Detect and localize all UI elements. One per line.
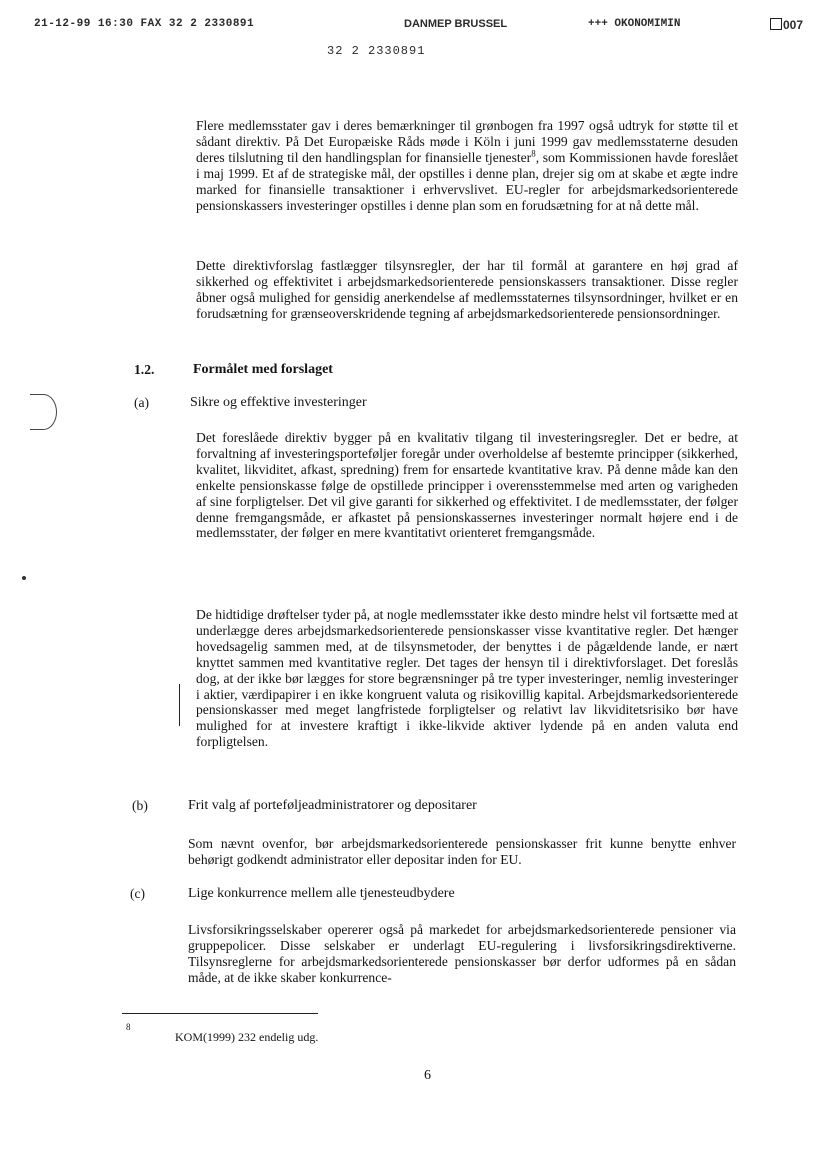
section-title: Formålet med forslaget [193,362,333,377]
item-b-label: (b) [132,798,148,813]
fax-page-counter [770,18,803,32]
margin-scan-mark [30,394,57,430]
footnote-text: KOM(1999) 232 endelig udg. [175,1030,319,1044]
paragraph-4: De hidtidige drøftelser tyder på, at nogle medlemsstater ikke desto mindre helst vil fortsætte med at underlægge deres arbejdsmarkedsorienterede pensionskasser visse kvantitative regler. Det hænger hovedsagelig sammen med, at de tilsynsmetoder, der benyttes i de pågældende lande, er nært knyttet sammen med kvantitative regler. Det tages der hensyn til i direktivforslaget. Det foreslås dog, at der ikke bør lægges for store begrænsninger på tre typer investeringer, nemlig investeringer i aktier, værdipapirer i en ikke kongruent valuta og risikovillig kapital. Arbejdsmarkedsorienterede pensionskasser med meget langfristede forpligtelser og relativt lav likviditetsrisiko bør have mulighed for at investere kraftigt i ikke-likvide aktiver lydende på en anden valuta end forpligtelsen. [196,607,738,750]
paragraph-1-rest: , som Kommissionen havde foreslået i maj 1999. Et af de strategiske mål, der opstilles i denne plan, drejer sig om at skabe et ægte indre marked for finansielle transaktioner i erhvervslivet. EU-regler for arbejdsmarkedsorienterede pensionskassers investeringer opstilles i denne plan som en forudsætning for at nå dette mål. [196,149,738,213]
fax-page-counter-value: 007 [783,18,804,32]
item-b-title: Frit valg af porteføljeadministratorer og depositarer [188,798,477,813]
paragraph-5: Som nævnt ovenfor, bør arbejdsmarkedsorienterede pensionskasser frit kunne benytte enhver behørigt godkendt administrator eller depositar inden for EU. [188,836,736,867]
item-a-title: Sikre og effektive investeringer [190,395,367,410]
item-c-title: Lige konkurrence mellem alle tjenesteudbydere [188,886,455,901]
fax-sender-number: 32 2 2330891 [327,44,426,58]
page-number: 6 [424,1068,431,1083]
footnote-divider [122,1013,318,1014]
item-a-label: (a) [134,395,150,410]
paragraph-1 [196,118,738,213]
fax-header [0,14,827,36]
paragraph-2: Dette direktivforslag fastlægger tilsynsregler, der har til formål at garantere en høj grad af sikkerhed og effektivitet i arbejdsmarkedsorienterede pensionskassers transaktioner. Disse regler åbner også mulighed for gensidig anerkendelse af medlemsstaternes tilsynsordninger, hvilket er en forudsætning for grænseoverskridende tegning af arbejdsmarkedsorienterede pensionsordninger. [196,258,738,321]
footnote-reference[interactable]: 8 [531,148,536,159]
margin-scan-dot [22,576,26,580]
section-number: 1.2. [134,362,155,377]
item-c-label: (c) [130,886,146,901]
paragraph-1-text: Flere medlemsstater gav i deres bemærkninger til grønbogen fra 1997 også udtryk for støtte til et sådant direktiv. På Det Europæiske Råds møde i Köln i juni 1999 gav medlemsstaterne desuden deres tilslutning til den handlingsplan for finansielle tjenester [196,118,738,165]
footnote-mark: 8 [126,1022,131,1032]
margin-change-bar [179,684,186,726]
paragraph-6: Livsforsikringsselskaber opererer også på markedet for arbejdsmarkedsorienterede pensioner via gruppepolicer. Disse selskaber er underlagt EU-regulering i livsforsikringsdirektiverne. Tilsynsreglerne for arbejdsmarkedsorienterede pensionskasser bør derfor udformes på en sådan måde, at de ikke skaber konkurrence- [188,922,736,985]
fax-header-right: +++ OKONOMIMIN [588,18,681,30]
paragraph-3: Det foreslåede direktiv bygger på en kvalitativ tilgang til investeringsregler. Det er bedre, at forvaltning af investeringsporteføljer foregår under overholdelse af bestemte principper (sikkerhed, kvalitet, likviditet, afkast, spredning) frem for ensartede kvantitative krav. På denne måde kan den enkelte pensionskasse følge de opstillede principper i overensstemmelse med arten og varigheden af sine forpligtelser. Det vil give garanti for sikkerhed og effektivitet. I de medlemsstater, der følger denne fremgangsmåde, er afkastet på pensionskassernes investeringer normalt højere end i de medlemsstater, der følger en mere kvantitativt orienteret fremgangsmåde. [196,430,738,541]
fax-header-center: DANMEP BRUSSEL [404,18,508,30]
fax-header-left: 21-12-99 16:30 FAX 32 2 2330891 [34,18,255,30]
fax-page-icon [770,18,782,30]
